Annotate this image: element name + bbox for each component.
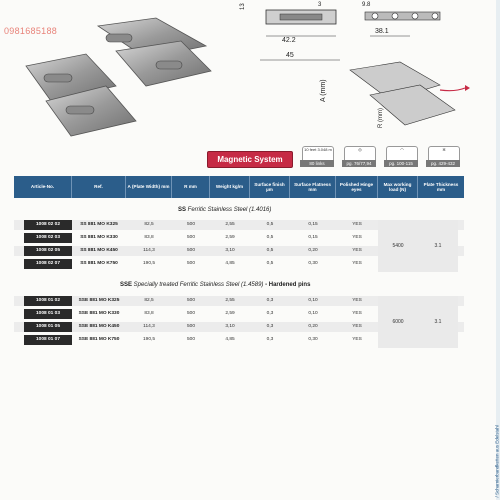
plate-thickness-value: 3.1 [418,296,458,348]
polished-cell: YES [352,222,362,227]
dim-13: 13 [240,3,246,10]
ref-cell: SSE 881 MO K325 [78,298,120,303]
ref-cell: SS 881 MO K325 [80,222,118,227]
surface-finish-cell: 0,5 [266,248,274,253]
dim-3: 3 [318,2,322,8]
article-no-cell: 1008 02 05 [24,246,72,256]
article-no-cell: 1008 01 05 [24,322,72,332]
chain-length-text: 10 feet 3.048 m [304,147,332,152]
surface-finish-cell: 0,5 [266,222,274,227]
weight-cell: 2,59 [225,235,235,240]
technical-drawing [240,0,500,140]
r-cell: 500 [186,337,195,342]
surface-finish-cell: 0,3 [266,311,274,316]
ref-cell: SSE 881 MO K450 [78,324,120,329]
ref-cell: SS 881 MO K330 [80,235,118,240]
r-cell: 500 [186,298,195,303]
watermark-phone: 0981685188 [4,26,58,36]
dim-38-1: 38.1 [375,28,389,35]
plate-width-cell: 114,3 [143,248,155,253]
header-ref: Ref. [72,176,126,198]
plate-width-cell: 190,5 [142,261,155,266]
article-no-cell: 1008 02 02 [24,220,72,230]
article-no-cell: 1008 01 03 [24,309,72,319]
header-max-load: Max working load (N) [378,176,418,198]
plate-thickness-value: 3.1 [418,220,458,272]
polished-cell: YES [352,324,362,329]
section-suffix: - Hardened pins [263,282,311,288]
weight-cell: 3,10 [225,248,235,253]
section-title-sse [120,282,310,288]
sidebar-caption: / Scharnierbandketten aus Edelstahl [494,425,500,498]
header-plate-thickness: Plate Thickness mm [423,181,459,192]
target-page-value: pg. 76/77,94 [342,160,376,167]
polished-cell: YES [352,261,362,266]
section-material: Ferritic Stainless Steel (1.4016) [186,207,272,213]
dim-a: A (mm) [320,79,327,102]
surface-finish-cell: 0,3 [266,324,274,329]
flatness-cell: 0,15 [308,222,318,227]
weight-cell: 4,85 [225,261,235,266]
max-load-value: 6000 [378,296,418,348]
surface-finish-cell: 0,3 [266,298,274,303]
header-article-no: Article-No. [14,176,72,198]
dim-r: R (mm) [378,108,384,128]
weight-cell: 3,10 [225,324,235,329]
section-code: SS [178,207,187,213]
polished-cell: YES [352,337,362,342]
sprocket-icon: ✲ [428,146,460,164]
plate-width-cell: 190,5 [142,337,155,342]
flatness-cell: 0,15 [308,235,318,240]
weight-cell: 2,55 [225,222,235,227]
arc-page-value: pg. 100-115 [384,160,418,167]
plate-width-cell: 82,5 [144,222,154,227]
article-no-cell: 1008 02 03 [24,233,72,243]
article-no-cell: 1008 01 02 [24,296,72,306]
ref-cell: SS 881 MO K750 [80,261,118,266]
plate-width-cell: 83,8 [144,235,154,240]
article-no-cell: 1008 01 07 [24,335,72,345]
r-cell: 500 [186,235,195,240]
flatness-cell: 0,30 [308,261,318,266]
article-no-cell: 1008 02 07 [24,259,72,269]
section-title-ss [178,207,271,213]
dim-45: 45 [286,52,294,59]
section-code: SSE [120,282,133,288]
weight-cell: 2,55 [225,298,235,303]
arc-icon: ◠ [386,146,418,164]
polished-cell: YES [352,298,362,303]
flatness-cell: 0,10 [308,298,318,303]
r-cell: 500 [186,222,195,227]
flatness-cell: 0,20 [308,324,318,329]
header-plate-width: A (Plate Width) mm [126,176,172,198]
r-cell: 500 [186,324,195,329]
weight-cell: 4,85 [225,337,235,342]
target-icon: ◎ [344,146,376,164]
r-cell: 500 [186,248,195,253]
surface-finish-cell: 0,5 [266,235,274,240]
plate-width-cell: 83,8 [144,311,154,316]
ref-cell: SSE 881 MO K330 [78,311,120,316]
chain-links-value: 80 links [300,160,334,167]
r-cell: 500 [186,311,195,316]
plate-width-cell: 114,3 [143,324,155,329]
header-r: R mm [172,176,210,198]
header-polished-hinge: Polished Hinge eyes [336,176,378,198]
header-surface-flatness: Surface Flatness mm [290,176,336,198]
polished-cell: YES [352,235,362,240]
plate-width-cell: 82,5 [144,298,154,303]
dim-9-8: 9.8 [362,2,371,8]
polished-cell: YES [352,311,362,316]
surface-finish-cell: 0,5 [266,261,274,266]
ref-cell: SS 881 MO K450 [80,248,118,253]
header-surface-finish: Surface finish µm [250,176,290,198]
magnetic-system-badge: Magnetic System [207,151,293,168]
flatness-cell: 0,20 [308,248,318,253]
surface-finish-cell: 0,3 [266,337,274,342]
weight-cell: 2,59 [225,311,235,316]
max-load-value: 5400 [378,220,418,272]
ref-cell: SSE 881 MO K750 [78,337,120,342]
r-cell: 500 [186,261,195,266]
header-weight: Weight kg/m [210,176,250,198]
flatness-cell: 0,10 [308,311,318,316]
section-material: Specially treated Ferritic Stainless Steel (1.4589) [132,282,264,288]
polished-cell: YES [352,248,362,253]
flatness-cell: 0,30 [308,337,318,342]
sprocket-page-value: pg. 429-432 [426,160,460,167]
dim-42-2: 42.2 [282,37,296,44]
